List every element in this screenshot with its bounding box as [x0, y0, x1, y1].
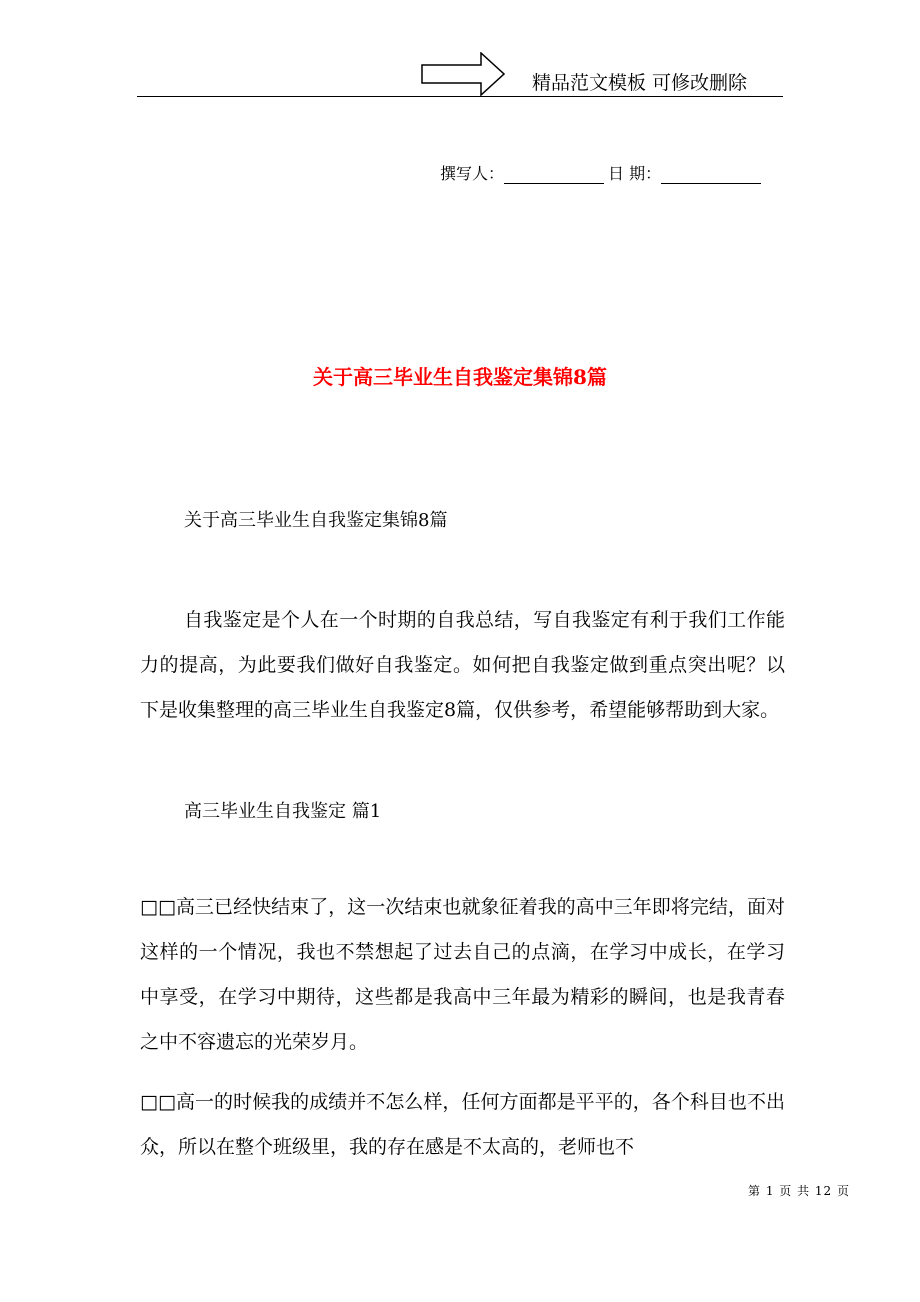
page-footer: 第 1 页 共 12 页 — [748, 1184, 850, 1198]
header-banner: 精品范文模板 可修改删除 — [532, 72, 748, 94]
header-divider — [137, 96, 783, 97]
body-paragraph-1: □□高三已经快结束了，这一次结束也就象征着我的高中三年即将完结，面对这样的一个情况，我也不禁想起了过去自己的点滴，在学习中成长，在学习中享受，在学习中期待，这些都是我高中三年最为精彩的瞬间，也是我青春之中不容遗忘的光荣岁月。 — [140, 896, 785, 1053]
document-subtitle: 关于高三毕业生自我鉴定集锦8篇 — [184, 510, 448, 531]
document-title: 关于高三毕业生自我鉴定集锦8篇 — [313, 365, 607, 389]
date-label: 日 期： — [608, 164, 662, 183]
intro-paragraph: 自我鉴定是个人在一个时期的自我总结，写自我鉴定有利于我们工作能力的提高，为此要我们做好自我鉴定。如何把自我鉴定做到重点突出呢？以下是收集整理的高三毕业生自我鉴定8篇，仅供参考，希望能够帮助到大家。 — [140, 609, 785, 721]
arrow-icon — [421, 52, 505, 96]
body-paragraph-2: □□高一的时候我的成绩并不怎么样，任何方面都是平平的，各个科目也不出众，所以在整个班级里，我的存在感是不太高的，老师也不 — [140, 1091, 785, 1158]
author-label: 撰写人： — [440, 164, 505, 183]
date-blank — [661, 165, 761, 184]
author-blank — [504, 165, 604, 184]
section-heading: 高三毕业生自我鉴定 篇1 — [184, 801, 382, 822]
author-date-line — [440, 161, 765, 184]
